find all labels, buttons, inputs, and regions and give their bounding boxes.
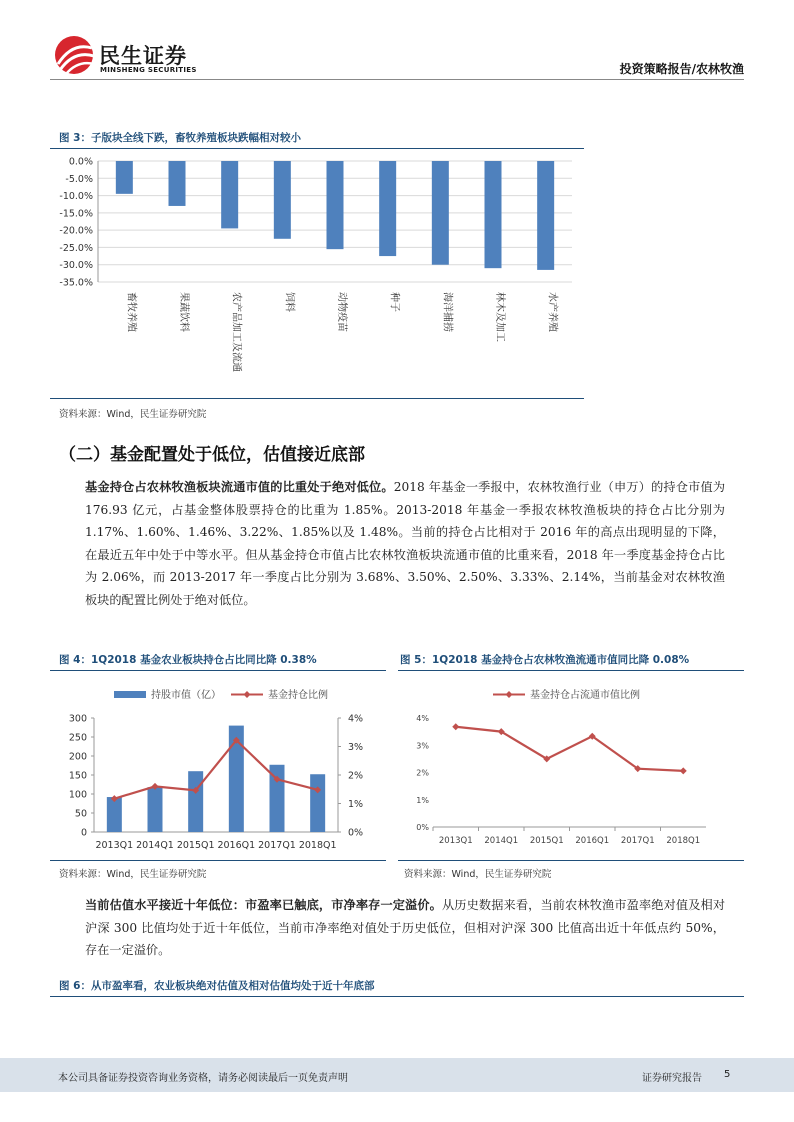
fig3-y-tick: 0.0% bbox=[68, 156, 93, 168]
fig3-bar bbox=[485, 161, 502, 268]
paragraph-valuation-lead: 当前估值水平接近十年低位：市盈率已触底，市净率存一定溢价。 bbox=[85, 898, 442, 912]
fig6-title: 图 6：从市盈率看，农业板块绝对估值及相对估值均处于近十年底部 bbox=[59, 980, 375, 992]
fig3-bar bbox=[274, 161, 291, 239]
fig4-x-label: 2014Q1 bbox=[136, 840, 174, 851]
fig3-x-label: 饲料 bbox=[283, 292, 295, 312]
fig3-bar bbox=[379, 161, 396, 256]
fig3-y-tick: -10.0% bbox=[59, 191, 93, 203]
fig4-y-left-tick: 300 bbox=[68, 713, 87, 725]
fig4-y-left-tick: 250 bbox=[68, 732, 87, 744]
fig4-y-left-tick: 150 bbox=[68, 770, 87, 782]
fig4-y-right-tick: 1% bbox=[348, 799, 364, 810]
fig3-y-tick: -25.0% bbox=[59, 242, 93, 254]
fig5-y-tick: 2% bbox=[416, 768, 429, 778]
fig5-y-tick: 1% bbox=[416, 795, 429, 805]
paragraph-valuation-body: 从历史数据来看，当前农林牧渔市盈率绝对值及相对沪深 300 比值均处于近十年低位，当前市净率绝对值处于历史低位，但相对沪深 300 比值高出近十年低点约 50%，存在一定溢价。 bbox=[85, 898, 726, 957]
fig4-y-right-tick: 2% bbox=[348, 770, 364, 782]
fig4-y-left-tick: 50 bbox=[74, 808, 87, 820]
fig4-y-left-tick: 0 bbox=[80, 827, 87, 839]
fig4-legend-bar-label: 持股市值（亿） bbox=[151, 690, 221, 701]
fig3-y-tick: -30.0% bbox=[59, 260, 93, 272]
fig3-bar bbox=[169, 161, 186, 206]
fig4-source: 资料来源：Wind，民生证券研究院 bbox=[59, 869, 207, 880]
fig4-legend-line-label: 基金持仓比例 bbox=[268, 690, 328, 701]
logo-name-cn: 民生证券 bbox=[99, 44, 187, 68]
fig3-bottom-rule bbox=[50, 398, 584, 399]
fig4-x-label: 2018Q1 bbox=[298, 840, 337, 851]
fig3-y-tick: -15.0% bbox=[59, 208, 93, 220]
fig3-title: 图 3：子版块全线下跌，畜牧养殖板块跌幅相对较小 bbox=[59, 132, 301, 144]
page-footer bbox=[0, 1058, 794, 1092]
fig5-chart bbox=[398, 672, 744, 860]
section-title: （二）基金配置处于低位，估值接近底部 bbox=[59, 445, 365, 465]
paragraph-valuation bbox=[85, 894, 725, 962]
fig3-chart bbox=[50, 150, 584, 398]
fig4-bar bbox=[107, 797, 122, 832]
fig4-y-right-tick: 4% bbox=[348, 713, 364, 725]
fig4-bar bbox=[148, 787, 163, 832]
fig5-legend-line-marker bbox=[506, 691, 513, 698]
fig4-title-rule bbox=[50, 670, 386, 671]
header-divider bbox=[50, 79, 744, 80]
fig3-x-label: 动物疫苗 bbox=[336, 292, 347, 332]
fig4-bottom-rule bbox=[50, 860, 386, 861]
fig5-legend-label: 基金持仓占流通市值比例 bbox=[530, 690, 640, 701]
fig4-legend-line-marker bbox=[244, 691, 251, 698]
page-header bbox=[0, 0, 794, 80]
fig3-x-label: 林木及加工 bbox=[494, 292, 505, 342]
fig3-y-tick: -20.0% bbox=[59, 225, 93, 237]
fig3-y-tick: -35.0% bbox=[59, 277, 93, 289]
paragraph-holdings-lead: 基金持仓占农林牧渔板块流通市值的比重处于绝对低位。 bbox=[85, 480, 394, 494]
fig6-title-rule bbox=[50, 996, 744, 997]
fig3-source: 资料来源：Wind，民生证券研究院 bbox=[59, 409, 207, 420]
fig3-bar bbox=[116, 161, 133, 194]
fig5-x-label: 2014Q1 bbox=[484, 836, 519, 846]
fig3-x-label: 种子 bbox=[388, 292, 400, 312]
paragraph-holdings bbox=[85, 476, 725, 611]
fig5-bottom-rule bbox=[398, 860, 744, 861]
footer-page-number: 5 bbox=[724, 1069, 731, 1080]
fig5-source: 资料来源：Wind，民生证券研究院 bbox=[404, 869, 552, 880]
report-type: 投资策略报告/农林牧渔 bbox=[619, 62, 744, 76]
fig4-y-right-tick: 0% bbox=[348, 827, 364, 839]
fig5-line-point bbox=[452, 723, 459, 730]
fig3-bar bbox=[432, 161, 449, 265]
fig5-y-tick: 4% bbox=[416, 714, 429, 723]
fig3-bar bbox=[327, 161, 344, 249]
fig5-x-label: 2013Q1 bbox=[438, 836, 473, 846]
fig4-bar bbox=[310, 774, 325, 832]
fig5-x-label: 2016Q1 bbox=[575, 836, 610, 846]
fig4-x-label: 2017Q1 bbox=[258, 840, 296, 851]
fig3-x-label: 水产养殖 bbox=[546, 292, 558, 332]
minsheng-logo-icon bbox=[52, 34, 96, 76]
fig3-bar bbox=[537, 161, 554, 270]
fig3-x-label: 畜牧养殖 bbox=[125, 292, 137, 332]
fig5-line-series bbox=[456, 727, 684, 771]
fig4-x-label: 2015Q1 bbox=[176, 840, 215, 851]
footer-disclaimer: 本公司具备证券投资咨询业务资格，请务必阅读最后一页免责声明 bbox=[58, 1073, 348, 1084]
fig4-y-right-tick: 3% bbox=[348, 742, 364, 753]
fig4-legend-bar-swatch bbox=[114, 691, 146, 698]
fig4-line-series bbox=[114, 740, 317, 798]
paragraph-holdings-body: 2018 年基金一季报中，农林牧渔行业（申万）的持仓市值为 176.93 亿元，占基金整体股票持仓的比重为 1.85%。2013-2018 年基金一季报农林牧渔板块的持仓占比分别为 1.17%、1.60%、1.46%、3.22%、1.85%以及 1.48%。当前的持仓占比相对于 2016 年的高点出现明显的下降，在最近五年中处于中等水平。但从基金持仓市值占比农林牧渔板块流通市值的比重来看，2018 年一季度基金持仓占比为 2.06%，而 2013-2017 年一季度占比分别为 3.68%、3.50%、2.50%、3.33%、2.14%，当前基金对农林牧渔板块的配置比例处于绝对低位。 bbox=[85, 480, 726, 607]
fig5-title: 图 5：1Q2018 基金持仓占农林牧渔流通市值同比降 0.08% bbox=[400, 654, 690, 666]
fig4-x-label: 2013Q1 bbox=[95, 840, 134, 851]
fig4-chart bbox=[50, 672, 386, 860]
footer-doc-type: 证券研究报告 bbox=[642, 1073, 702, 1084]
fig3-y-tick: -5.0% bbox=[65, 173, 93, 185]
fig5-x-label: 2017Q1 bbox=[620, 836, 655, 846]
fig4-x-label: 2016Q1 bbox=[217, 840, 256, 851]
fig5-y-tick: 0% bbox=[416, 823, 429, 832]
fig3-x-label: 海洋捕捞 bbox=[441, 292, 453, 332]
fig3-bar bbox=[221, 161, 238, 228]
fig5-title-rule bbox=[398, 670, 744, 671]
fig5-x-label: 2018Q1 bbox=[666, 836, 701, 846]
fig4-y-left-tick: 200 bbox=[68, 751, 87, 763]
fig4-bar bbox=[188, 771, 203, 832]
logo-name-en: MINSHENG SECURITIES bbox=[100, 66, 197, 74]
fig3-x-label: 果蔬饮料 bbox=[178, 292, 189, 332]
fig5-y-tick: 3% bbox=[416, 741, 429, 751]
fig4-y-left-tick: 100 bbox=[68, 789, 87, 801]
fig5-x-label: 2015Q1 bbox=[529, 836, 564, 846]
fig4-title: 图 4：1Q2018 基金农业板块持仓占比同比降 0.38% bbox=[59, 654, 317, 666]
fig3-x-label: 农产品加工及流通 bbox=[230, 292, 242, 372]
fig5-line-point bbox=[680, 767, 687, 774]
fig3-title-rule bbox=[50, 148, 584, 149]
